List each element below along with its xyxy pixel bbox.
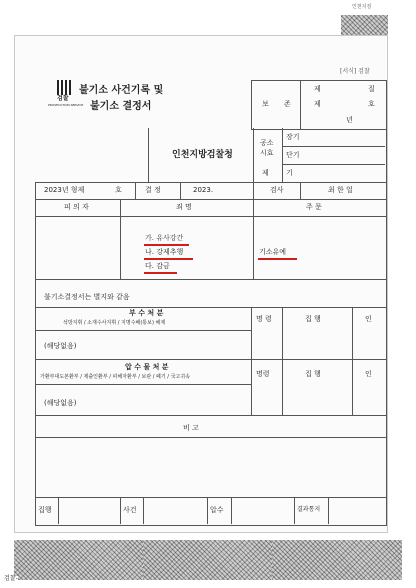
seizure-col-order: 명령 bbox=[256, 370, 270, 378]
statute-je: 제 bbox=[262, 169, 269, 177]
footer-result-notice: 결과통지 bbox=[297, 506, 321, 513]
statute-label-sihyo: 시효 bbox=[260, 149, 274, 157]
main-table bbox=[35, 182, 387, 526]
attached-value: (해당없음) bbox=[44, 342, 77, 350]
prosecutor-name: 최 한 얼 bbox=[328, 186, 353, 194]
document-title-line2: 불기소 결정서 bbox=[90, 101, 152, 112]
preservation-label-jon: 존 bbox=[284, 100, 291, 108]
statute-gi: 기 bbox=[286, 169, 293, 177]
attached-disposition-subtitle: 석방지휘 / 소재수사지휘 / 지명수배(통보) 해제 bbox=[63, 320, 166, 326]
attached-disposition-title: 부 수 처 분 bbox=[129, 309, 164, 317]
decision-label: 결 정 bbox=[145, 186, 161, 194]
preservation-ho: 호 bbox=[368, 100, 375, 108]
logo-subtext: PROSECUTION SERVICE bbox=[48, 103, 84, 107]
case-number: 2023년 형제 bbox=[44, 186, 85, 194]
charge-3: 다. 감금 bbox=[145, 262, 170, 270]
reason-text: 불기소결정서는 별지와 같음 bbox=[44, 293, 130, 301]
footer-seizure: 압수 bbox=[210, 506, 224, 514]
footer-case: 사건 bbox=[123, 506, 137, 514]
preservation-jil: 질 bbox=[368, 85, 375, 93]
bottom-note: 검찰- bbox=[4, 575, 18, 582]
seizure-subtitle: 가환부대도본환부 / 제출인환부 / 피해자환부 / 보관 / 폐기 / 국고귀속 bbox=[40, 374, 190, 380]
preservation-nyeon: 년 bbox=[346, 116, 353, 124]
seizure-col-seal: 인 bbox=[365, 370, 372, 378]
charge-1: 가. 유사강간 bbox=[145, 234, 184, 242]
case-ho: 호 bbox=[115, 186, 122, 194]
preservation-label-bo: 보 bbox=[262, 100, 269, 108]
seizure-title: 압 수 물 처 분 bbox=[125, 363, 169, 371]
statute-label-gongso: 공소 bbox=[260, 139, 274, 147]
bottom-stamp-1 bbox=[14, 540, 144, 580]
attached-col-order: 명 령 bbox=[256, 315, 272, 323]
statute-long: 장기 bbox=[286, 133, 300, 141]
preservation-stamp-mark: [서식] 검찰 bbox=[340, 68, 370, 75]
seizure-col-exec: 집 행 bbox=[305, 370, 321, 378]
attached-col-seal: 인 bbox=[365, 315, 372, 323]
preservation-je2: 제 bbox=[314, 100, 321, 108]
decision-date: 2023. bbox=[193, 186, 214, 194]
charge-2: 나. 강제추행 bbox=[145, 248, 184, 256]
header-suspect: 피 의 자 bbox=[64, 203, 89, 211]
bottom-stamp-2 bbox=[143, 540, 273, 580]
document-title-line1: 불기소 사건기록 및 bbox=[79, 85, 164, 96]
disposition-value: 기소유예 bbox=[259, 248, 287, 256]
header-disposition: 주 문 bbox=[306, 203, 322, 211]
stamp-label: 인천지검 bbox=[352, 4, 372, 10]
seizure-value: (해당없음) bbox=[44, 399, 77, 407]
remarks-label: 비 고 bbox=[183, 424, 199, 432]
prosecutor-label: 검사 bbox=[270, 186, 284, 194]
footer-execution: 집행 bbox=[38, 506, 52, 514]
statute-short: 단기 bbox=[286, 151, 300, 159]
attached-col-exec: 집 행 bbox=[305, 315, 321, 323]
logo-text: 검찰 bbox=[57, 95, 69, 102]
bottom-stamp-3 bbox=[272, 540, 402, 580]
preservation-je: 제 bbox=[314, 85, 321, 93]
office-name: 인천지방검찰청 bbox=[172, 150, 233, 160]
header-charge: 죄 명 bbox=[176, 203, 192, 211]
